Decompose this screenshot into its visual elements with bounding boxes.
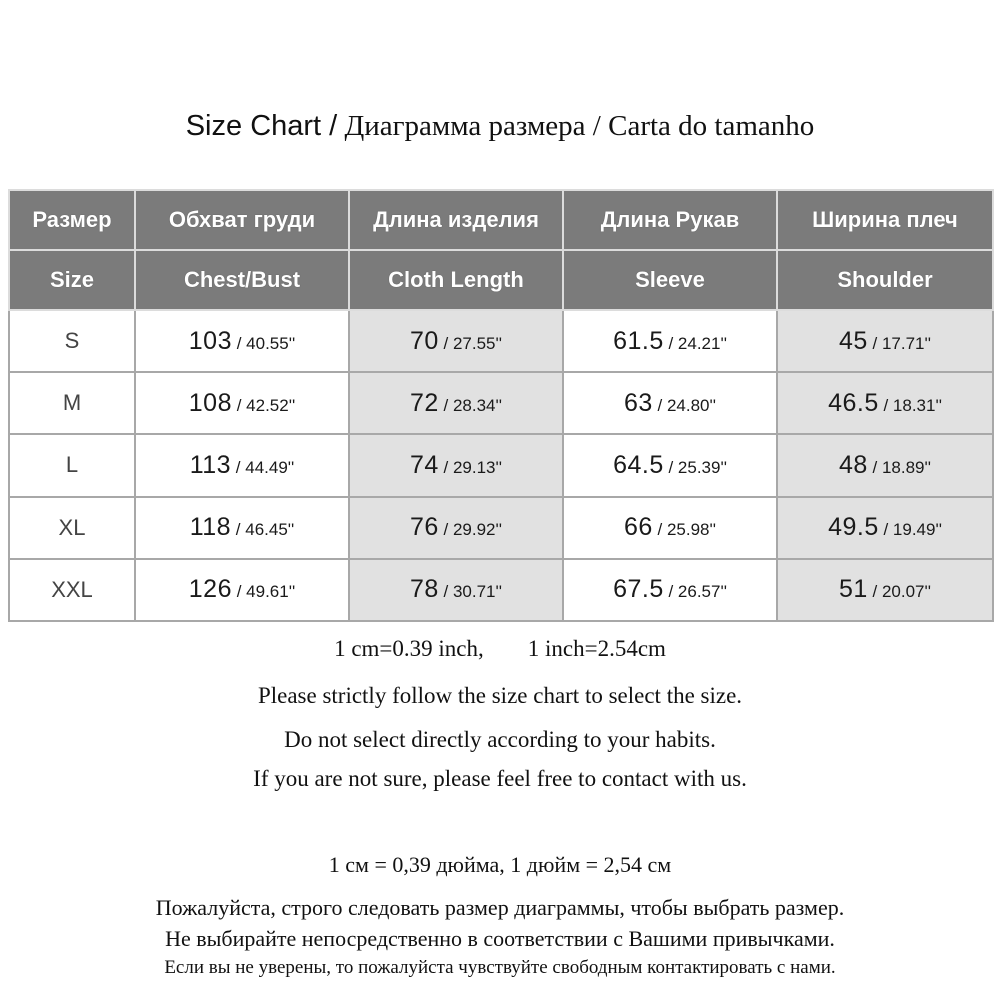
size-label: XXL [9, 559, 135, 621]
chest-cell: 113 / 44.49'' [135, 434, 349, 496]
chest-cell: 103 / 40.55'' [135, 310, 349, 372]
conversion-inch: 1 inch=2.54cm [527, 636, 666, 661]
conversion-note-en [0, 636, 1000, 662]
table-row [9, 559, 993, 621]
shoulder-cell: 45 / 17.71'' [777, 310, 993, 372]
size-table [8, 189, 994, 622]
length-cell: 70 / 27.55'' [349, 310, 563, 372]
header-ru-length: Длина изделия [349, 190, 563, 250]
instruction-ru-2: Не выбирайте непосредственно в соответствии с Вашими привычками. [165, 926, 835, 951]
instruction-ru-1: Пожалуйста, строго следовать размер диаграммы, чтобы выбрать размер. [155, 895, 845, 920]
shoulder-cell: 46.5 / 18.31'' [777, 372, 993, 434]
shoulder-cell: 48 / 18.89'' [777, 434, 993, 496]
sleeve-cell: 64.5 / 25.39'' [563, 434, 777, 496]
sleeve-cell: 61.5 / 24.21'' [563, 310, 777, 372]
sleeve-cell: 63 / 24.80'' [563, 372, 777, 434]
header-en-length: Cloth Length [349, 250, 563, 310]
shoulder-cell: 51 / 20.07'' [777, 559, 993, 621]
length-cell: 74 / 29.13'' [349, 434, 563, 496]
size-label: S [9, 310, 135, 372]
header-ru-sleeve: Длина Рукав [563, 190, 777, 250]
instruction-en-2: Do not select directly according to your habits. [284, 727, 716, 752]
sleeve-cell: 66 / 25.98'' [563, 497, 777, 559]
size-label: L [9, 434, 135, 496]
header-ru-chest: Обхват груди [135, 190, 349, 250]
chest-cell: 126 / 49.61'' [135, 559, 349, 621]
header-ru-shoulder: Ширина плеч [777, 190, 993, 250]
instruction-en-3: If you are not sure, please feel free to contact with us. [253, 766, 747, 791]
length-cell: 76 / 29.92'' [349, 497, 563, 559]
header-en-size: Size [9, 250, 135, 310]
chest-cell: 108 / 42.52'' [135, 372, 349, 434]
chest-cell: 118 / 46.45'' [135, 497, 349, 559]
title-pt: Carta do tamanho [600, 110, 815, 142]
length-cell: 78 / 30.71'' [349, 559, 563, 621]
length-cell: 72 / 28.34'' [349, 372, 563, 434]
header-en-sleeve: Sleeve [563, 250, 777, 310]
header-row-ru [9, 190, 993, 250]
table-row [9, 372, 993, 434]
size-label: M [9, 372, 135, 434]
header-row-en [9, 250, 993, 310]
instruction-ru-3: Если вы не уверены, то пожалуйста чувствуйте свободным контактировать с нами. [164, 957, 836, 978]
table-row [9, 497, 993, 559]
table-row [9, 434, 993, 496]
title-en: Size Chart / [185, 110, 338, 142]
title-ru: Диаграмма размера / [337, 110, 601, 142]
sleeve-cell: 67.5 / 26.57'' [563, 559, 777, 621]
header-ru-size: Размер [9, 190, 135, 250]
header-en-chest: Chest/Bust [135, 250, 349, 310]
size-label: XL [9, 497, 135, 559]
conversion-cm: 1 cm=0.39 inch, [334, 636, 484, 661]
page-title [0, 110, 1000, 143]
table-row [9, 310, 993, 372]
instruction-en-1: Please strictly follow the size chart to select the size. [257, 683, 743, 708]
header-en-shoulder: Shoulder [777, 250, 993, 310]
conversion-note-ru: 1 см = 0,39 дюйма, 1 дюйм = 2,54 см [328, 852, 672, 877]
shoulder-cell: 49.5 / 19.49'' [777, 497, 993, 559]
